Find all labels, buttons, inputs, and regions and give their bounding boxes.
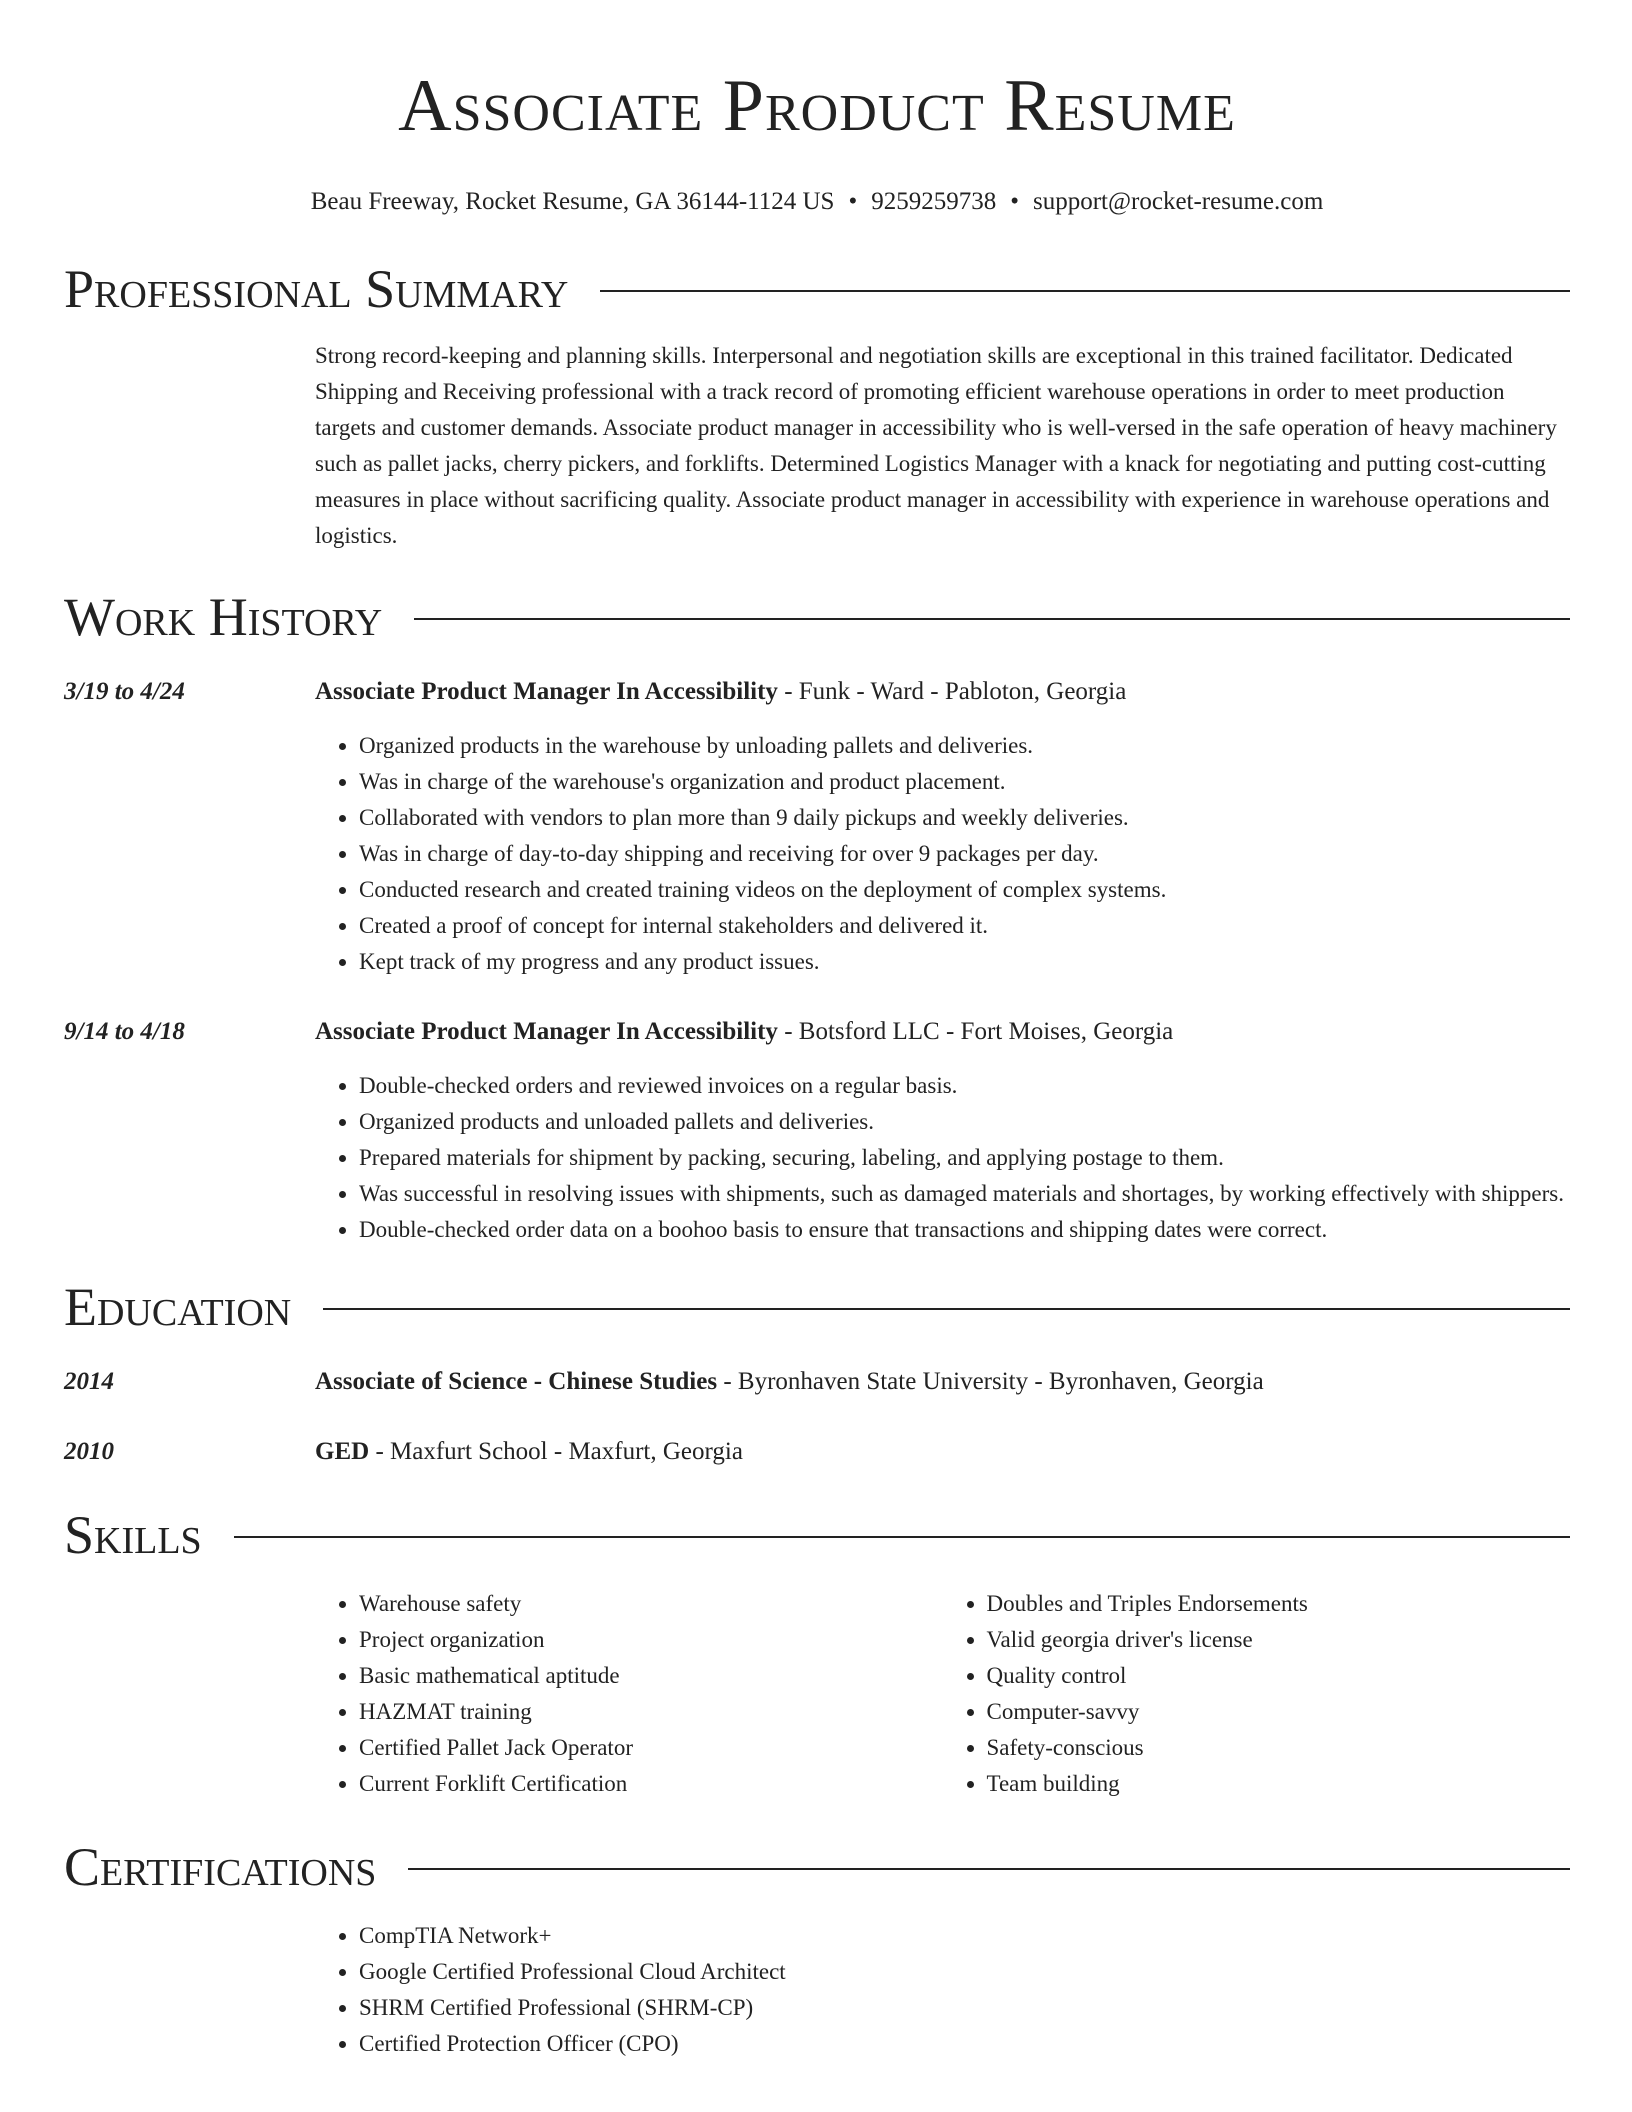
skill-item: • Basic mathematical aptitude — [359, 1658, 943, 1694]
list-item: • Organized products and unloaded pallets and deliveries. — [359, 1104, 1570, 1140]
education-entry — [64, 1364, 1570, 1400]
certifications-bullets — [315, 1918, 1570, 2062]
certification-item: • CompTIA Network+ — [359, 1918, 1570, 1954]
skills-column-left — [315, 1586, 943, 1802]
summary-section-header — [64, 254, 1570, 324]
skill-item: • Team building — [987, 1766, 1571, 1802]
education-school-location: - Byronhaven State University - Byronhaven, Georgia — [717, 1368, 1264, 1395]
job-dates: 3/19 to 4/24 — [64, 678, 185, 705]
section-divider — [600, 290, 1570, 292]
work-heading: Work History — [64, 587, 383, 647]
list-item: • Prepared materials for shipment by packing, securing, labeling, and applying postage to them. — [359, 1140, 1570, 1176]
skill-item: • Computer-savvy — [987, 1694, 1571, 1730]
education-school-location: - Maxfurt School - Maxfurt, Georgia — [369, 1438, 743, 1465]
contact-separator: • — [848, 188, 858, 215]
list-item: • Double-checked orders and reviewed invoices on a regular basis. — [359, 1068, 1570, 1104]
job-bullets — [315, 728, 1570, 980]
education-section-header — [64, 1272, 1570, 1342]
skill-item: • Current Forklift Certification — [359, 1766, 943, 1802]
certifications-section-header — [64, 1832, 1570, 1902]
skills-grid — [315, 1586, 1570, 1802]
job-entry — [64, 674, 1570, 980]
skill-item: • Doubles and Triples Endorsements — [987, 1586, 1571, 1622]
contact-address: Beau Freeway, Rocket Resume, GA 36144-1124 US — [310, 188, 835, 215]
skills-section-header — [64, 1500, 1570, 1570]
contact-email: support@rocket-resume.com — [1033, 188, 1324, 215]
list-item: • Double-checked order data on a boohoo basis to ensure that transactions and shipping dates were correct. — [359, 1212, 1570, 1248]
education-heading: Education — [64, 1277, 292, 1337]
job-dates: 9/14 to 4/18 — [64, 1018, 185, 1045]
certification-item: • Google Certified Professional Cloud Architect — [359, 1954, 1570, 1990]
section-divider — [414, 618, 1570, 620]
job-header-row — [64, 1014, 1570, 1050]
skill-item: • Project organization — [359, 1622, 943, 1658]
skill-item: • Warehouse safety — [359, 1586, 943, 1622]
certifications-list — [315, 1918, 1570, 2062]
list-item: • Was in charge of day-to-day shipping and receiving for over 9 packages per day. — [359, 836, 1570, 872]
education-heading — [315, 1434, 1570, 1470]
job-entry — [64, 1014, 1570, 1248]
list-item: • Collaborated with vendors to plan more than 9 daily pickups and weekly deliveries. — [359, 800, 1570, 836]
list-item: • Organized products in the warehouse by unloading pallets and deliveries. — [359, 728, 1570, 764]
summary-text: Strong record-keeping and planning skills. Interpersonal and negotiation skills are exceptional in this trained facilitator. Dedicated Shipping and Receiving professional with a track record of promoting efficient warehouse operations in order to meet production targets and customer demands. Associate product manager in accessibility who is well-versed in the safe operation of heavy machinery such as pallet jacks, cherry pickers, and forklifts. Determined Logistics Manager with a knack for negotiating and putting cost-cutting measures in place without sacrificing quality. Associate product manager in accessibility with experience in warehouse operations and logistics. — [315, 343, 1557, 548]
skill-item: • Safety-conscious — [987, 1730, 1571, 1766]
job-heading — [315, 1014, 1570, 1050]
education-degree: Associate of Science - Chinese Studies — [315, 1368, 718, 1395]
job-company-location: - Funk - Ward - Pabloton, Georgia — [777, 678, 1127, 705]
work-section-header — [64, 582, 1570, 652]
list-item: • Conducted research and created training videos on the deployment of complex systems. — [359, 872, 1570, 908]
section-divider — [234, 1536, 1570, 1538]
education-year: 2010 — [64, 1438, 114, 1465]
job-title: Associate Product Manager In Accessibility — [315, 1018, 778, 1045]
certifications-heading: Certifications — [64, 1837, 377, 1897]
work-history-list — [64, 674, 1570, 1248]
job-company-location: - Botsford LLC - Fort Moises, Georgia — [777, 1018, 1174, 1045]
resume-title: Associate Product Resume — [398, 65, 1236, 147]
skill-item: • Quality control — [987, 1658, 1571, 1694]
job-bullets — [315, 1068, 1570, 1248]
list-item: • Was in charge of the warehouse's organization and product placement. — [359, 764, 1570, 800]
skill-item: • Valid georgia driver's license — [987, 1622, 1571, 1658]
summary-heading: Professional Summary — [64, 259, 569, 319]
education-list — [64, 1364, 1570, 1470]
resume-page — [64, 0, 1570, 2062]
skill-item: • Certified Pallet Jack Operator — [359, 1730, 943, 1766]
list-item: • Was successful in resolving issues with shipments, such as damaged materials and shortages, by working effectively with shippers. — [359, 1176, 1570, 1212]
job-title: Associate Product Manager In Accessibility — [315, 678, 778, 705]
section-divider — [408, 1868, 1570, 1870]
section-divider — [323, 1308, 1570, 1310]
skills-heading: Skills — [64, 1505, 202, 1565]
skill-item: • HAZMAT training — [359, 1694, 943, 1730]
certification-item: • Certified Protection Officer (CPO) — [359, 2026, 1570, 2062]
education-heading — [315, 1364, 1570, 1400]
skills-column-right — [943, 1586, 1571, 1802]
contact-phone: 9259259738 — [871, 188, 997, 215]
certification-item: • SHRM Certified Professional (SHRM-CP) — [359, 1990, 1570, 2026]
list-item: • Created a proof of concept for internal stakeholders and delivered it. — [359, 908, 1570, 944]
education-degree: GED — [315, 1438, 370, 1465]
job-heading — [315, 674, 1570, 710]
job-header-row — [64, 674, 1570, 710]
education-entry — [64, 1434, 1570, 1470]
contact-separator: • — [1010, 188, 1019, 215]
contact-line — [64, 184, 1570, 220]
list-item: • Kept track of my progress and any product issues. — [359, 944, 1570, 980]
education-year: 2014 — [64, 1368, 114, 1395]
